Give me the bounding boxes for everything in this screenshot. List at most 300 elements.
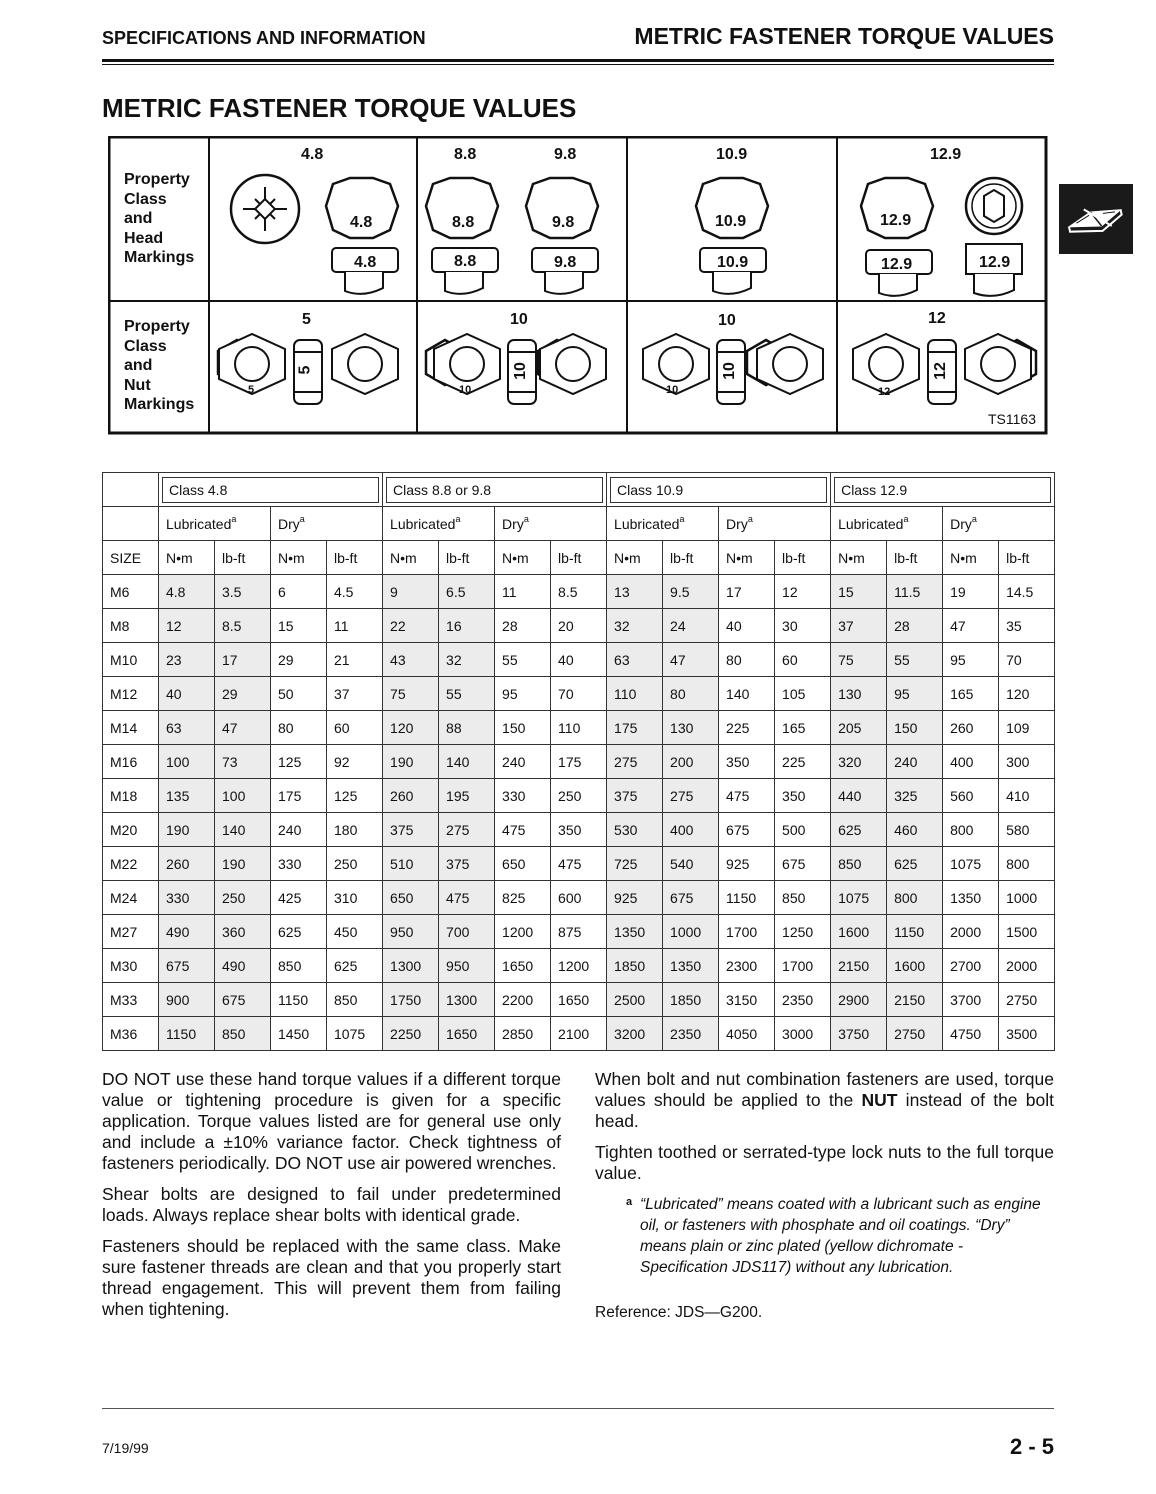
- torque-cell: 95: [495, 677, 551, 711]
- head-class-label: 10.9: [716, 146, 748, 163]
- torque-cell: 2900: [831, 983, 887, 1017]
- torque-cell: 47: [663, 643, 719, 677]
- torque-cell: 150: [887, 711, 943, 745]
- torque-cell: 850: [271, 949, 327, 983]
- torque-cell: 875: [551, 915, 607, 949]
- size-cell: M14: [103, 711, 159, 745]
- paragraph: Shear bolts are designed to fail under predetermined loads. Always replace shear bolts with identical grade.: [102, 1184, 561, 1225]
- torque-cell: 8.5: [215, 609, 271, 643]
- torque-cell: 1200: [495, 915, 551, 949]
- torque-cell: 75: [831, 643, 887, 677]
- nut-class-label: 5: [302, 311, 311, 328]
- torque-cell: 37: [831, 609, 887, 643]
- torque-cell: 1075: [327, 1017, 383, 1051]
- torque-cell: 30: [775, 609, 831, 643]
- head-class-label: 8.8: [454, 146, 477, 163]
- torque-cell: 180: [327, 813, 383, 847]
- torque-cell: 140: [215, 813, 271, 847]
- torque-cell: 825: [495, 881, 551, 915]
- dry-header: Dry$^a$: [943, 507, 1055, 541]
- torque-cell: 150: [495, 711, 551, 745]
- torque-cell: 3500: [999, 1017, 1055, 1051]
- torque-cell: 700: [439, 915, 495, 949]
- torque-cell: 32: [439, 643, 495, 677]
- head-markings-label: Property Class and Head Markings: [124, 171, 195, 266]
- table-row: [103, 779, 1055, 813]
- size-cell: M6: [103, 575, 159, 609]
- torque-cell: 1500: [999, 915, 1055, 949]
- table-row: [103, 881, 1055, 915]
- torque-cell: 580: [999, 813, 1055, 847]
- nut-face-mark: 12: [878, 386, 891, 398]
- torque-cell: 2250: [383, 1017, 439, 1051]
- torque-cell: 360: [215, 915, 271, 949]
- torque-cell: 1075: [831, 881, 887, 915]
- torque-cell: 425: [271, 881, 327, 915]
- property-class-markings-figure: [108, 136, 1048, 435]
- torque-cell: 63: [607, 643, 663, 677]
- torque-cell: 175: [607, 711, 663, 745]
- torque-cell: 800: [887, 881, 943, 915]
- torque-cell: 1650: [439, 1017, 495, 1051]
- unit-lbft-header: lb-ft: [551, 541, 607, 575]
- torque-cell: 120: [999, 677, 1055, 711]
- torque-cell: 350: [719, 745, 775, 779]
- torque-cell: 2300: [719, 949, 775, 983]
- torque-cell: 80: [271, 711, 327, 745]
- size-cell: M30: [103, 949, 159, 983]
- header-rule-thin: [102, 64, 1054, 65]
- torque-cell: 275: [663, 779, 719, 813]
- torque-cell: 140: [439, 745, 495, 779]
- header-rule: [102, 59, 1054, 62]
- torque-cell: 17: [719, 575, 775, 609]
- nut-side-mark: 5: [296, 365, 314, 375]
- class-header: Class 4.8: [159, 473, 383, 507]
- torque-cell: 4050: [719, 1017, 775, 1051]
- torque-cell: 240: [271, 813, 327, 847]
- torque-cell: 800: [999, 847, 1055, 881]
- torque-cell: 130: [663, 711, 719, 745]
- size-cell: M8: [103, 609, 159, 643]
- torque-cell: 510: [383, 847, 439, 881]
- torque-cell: 625: [831, 813, 887, 847]
- torque-cell: 530: [607, 813, 663, 847]
- torque-cell: 375: [383, 813, 439, 847]
- torque-cell: 3700: [943, 983, 999, 1017]
- torque-cell: 4.8: [159, 575, 215, 609]
- torque-cell: 1600: [887, 949, 943, 983]
- torque-cell: 120: [383, 711, 439, 745]
- torque-cell: 800: [943, 813, 999, 847]
- torque-cell: 6.5: [439, 575, 495, 609]
- dry-header: Dry$^a$: [719, 507, 831, 541]
- torque-cell: 300: [999, 745, 1055, 779]
- torque-cell: 4.5: [327, 575, 383, 609]
- torque-cell: 11.5: [887, 575, 943, 609]
- torque-cell: 50: [271, 677, 327, 711]
- torque-cell: 140: [719, 677, 775, 711]
- torque-cell: 310: [327, 881, 383, 915]
- dry-header: Dry$^a$: [495, 507, 607, 541]
- head-class-label: 9.8: [554, 146, 577, 163]
- torque-cell: 40: [719, 609, 775, 643]
- instructions-right-column: [595, 1069, 1054, 1323]
- footnote: a “Lubricated” means coated with a lubricant such as engine oil, or fasteners with phosphate and oil coatings. “Dry” means plain or zinc plated (yellow dichromate - Specification JDS117) without any lubrication.: [628, 1194, 1054, 1278]
- torque-cell: 190: [215, 847, 271, 881]
- torque-cell: 8.5: [551, 575, 607, 609]
- torque-cell: 14.5: [999, 575, 1055, 609]
- torque-cell: 675: [719, 813, 775, 847]
- torque-cell: 1350: [663, 949, 719, 983]
- torque-cell: 125: [271, 745, 327, 779]
- torque-cell: 125: [327, 779, 383, 813]
- torque-cell: 100: [159, 745, 215, 779]
- torque-cell: 675: [775, 847, 831, 881]
- unit-lbft-header: lb-ft: [887, 541, 943, 575]
- lubricated-header: Lubricated$^a$: [159, 507, 271, 541]
- torque-cell: 250: [327, 847, 383, 881]
- torque-cell: 950: [383, 915, 439, 949]
- torque-cell: 2200: [495, 983, 551, 1017]
- torque-cell: 40: [159, 677, 215, 711]
- torque-cell: 500: [775, 813, 831, 847]
- open-book-icon: [1059, 184, 1133, 254]
- torque-cell: 330: [271, 847, 327, 881]
- class-header: Class 8.8 or 9.8: [383, 473, 607, 507]
- footer-date: 7/19/99: [102, 1440, 149, 1456]
- class-header-row: [103, 473, 1055, 507]
- table-row: [103, 711, 1055, 745]
- torque-cell: 460: [887, 813, 943, 847]
- torque-cell: 55: [495, 643, 551, 677]
- torque-cell: 55: [439, 677, 495, 711]
- torque-cell: 320: [831, 745, 887, 779]
- torque-cell: 675: [215, 983, 271, 1017]
- torque-cell: 105: [775, 677, 831, 711]
- unit-lbft-header: lb-ft: [215, 541, 271, 575]
- torque-cell: 175: [551, 745, 607, 779]
- side-mark: 4.8: [354, 254, 377, 271]
- torque-cell: 17: [215, 643, 271, 677]
- torque-cell: 70: [551, 677, 607, 711]
- instructions-left-column: [102, 1069, 561, 1330]
- torque-cell: 60: [775, 643, 831, 677]
- torque-cell: 110: [607, 677, 663, 711]
- torque-cell: 650: [495, 847, 551, 881]
- page-title: METRIC FASTENER TORQUE VALUES: [102, 93, 577, 123]
- torque-cell: 1300: [439, 983, 495, 1017]
- torque-cell: 1700: [719, 915, 775, 949]
- torque-cell: 625: [327, 949, 383, 983]
- torque-cell: 28: [887, 609, 943, 643]
- torque-cell: 195: [439, 779, 495, 813]
- torque-cell: 200: [663, 745, 719, 779]
- size-cell: M10: [103, 643, 159, 677]
- torque-cell: 19: [943, 575, 999, 609]
- torque-cell: 250: [551, 779, 607, 813]
- torque-cell: 675: [159, 949, 215, 983]
- nut-face-mark: 10: [459, 384, 472, 396]
- unit-nm-header: N•m: [831, 541, 887, 575]
- torque-cell: 475: [551, 847, 607, 881]
- torque-cell: 250: [215, 881, 271, 915]
- torque-cell: 4750: [943, 1017, 999, 1051]
- torque-cell: 11: [327, 609, 383, 643]
- torque-cell: 225: [719, 711, 775, 745]
- torque-cell: 400: [943, 745, 999, 779]
- torque-cell: 1650: [495, 949, 551, 983]
- unit-nm-header: N•m: [159, 541, 215, 575]
- torque-cell: 375: [439, 847, 495, 881]
- torque-cell: 1650: [551, 983, 607, 1017]
- size-cell: M27: [103, 915, 159, 949]
- size-cell: M20: [103, 813, 159, 847]
- torque-cell: 850: [775, 881, 831, 915]
- torque-cell: 1150: [887, 915, 943, 949]
- torque-cell: 275: [607, 745, 663, 779]
- torque-cell: 410: [999, 779, 1055, 813]
- torque-cell: 165: [775, 711, 831, 745]
- torque-cell: 100: [215, 779, 271, 813]
- torque-cell: 1850: [663, 983, 719, 1017]
- torque-cell: 109: [999, 711, 1055, 745]
- torque-cell: 490: [215, 949, 271, 983]
- torque-cell: 2100: [551, 1017, 607, 1051]
- torque-cell: 1750: [383, 983, 439, 1017]
- torque-cell: 2850: [495, 1017, 551, 1051]
- torque-cell: 20: [551, 609, 607, 643]
- unit-lbft-header: lb-ft: [439, 541, 495, 575]
- head-mark: 8.8: [452, 214, 475, 231]
- torque-cell: 175: [271, 779, 327, 813]
- unit-nm-header: N•m: [271, 541, 327, 575]
- torque-cell: 1000: [999, 881, 1055, 915]
- torque-cell: 205: [831, 711, 887, 745]
- torque-cell: 1350: [607, 915, 663, 949]
- torque-table: [102, 472, 1055, 1051]
- torque-cell: 29: [215, 677, 271, 711]
- torque-cell: 240: [887, 745, 943, 779]
- torque-cell: 2500: [607, 983, 663, 1017]
- torque-cell: 950: [439, 949, 495, 983]
- size-cell: M36: [103, 1017, 159, 1051]
- footer-rule: [102, 1408, 1054, 1409]
- table-row: [103, 915, 1055, 949]
- torque-cell: 3750: [831, 1017, 887, 1051]
- nut-hole-circles: [219, 334, 1031, 394]
- nut-face-mark: 5: [248, 384, 255, 396]
- table-row: [103, 643, 1055, 677]
- unit-nm-header: N•m: [943, 541, 999, 575]
- torque-cell: 47: [215, 711, 271, 745]
- unit-lbft-header: lb-ft: [999, 541, 1055, 575]
- torque-cell: 600: [551, 881, 607, 915]
- side-mark: 10.9: [717, 254, 749, 271]
- torque-cell: 92: [327, 745, 383, 779]
- torque-cell: 73: [215, 745, 271, 779]
- size-header: SIZE: [103, 541, 159, 575]
- torque-cell: 440: [831, 779, 887, 813]
- unit-nm-header: N•m: [383, 541, 439, 575]
- torque-cell: 1250: [775, 915, 831, 949]
- torque-cell: 2150: [887, 983, 943, 1017]
- head-mark: 9.8: [552, 214, 575, 231]
- torque-cell: 47: [943, 609, 999, 643]
- torque-cell: 1150: [159, 1017, 215, 1051]
- torque-cell: 80: [663, 677, 719, 711]
- table-row: [103, 847, 1055, 881]
- class-header: Class 12.9: [831, 473, 1055, 507]
- head-class-label: 4.8: [301, 146, 324, 163]
- torque-cell: 625: [271, 915, 327, 949]
- table-row: [103, 745, 1055, 779]
- torque-cell: 260: [943, 711, 999, 745]
- torque-cell: 925: [607, 881, 663, 915]
- nut-side-mark: 10: [511, 362, 529, 380]
- torque-cell: 16: [439, 609, 495, 643]
- torque-cell: 475: [495, 813, 551, 847]
- torque-cell: 6: [271, 575, 327, 609]
- torque-cell: 40: [551, 643, 607, 677]
- table-row: [103, 609, 1055, 643]
- lubricated-header: Lubricated$^a$: [831, 507, 943, 541]
- torque-cell: 2350: [663, 1017, 719, 1051]
- table-row: [103, 983, 1055, 1017]
- torque-cell: 275: [439, 813, 495, 847]
- nut-side-mark: 12: [931, 362, 949, 380]
- corner-cell: [103, 473, 159, 507]
- torque-cell: 15: [831, 575, 887, 609]
- running-header-section: SPECIFICATIONS AND INFORMATION: [102, 28, 426, 48]
- reference: Reference: JDS—G200.: [595, 1304, 763, 1321]
- torque-cell: 350: [551, 813, 607, 847]
- torque-cell: 12: [775, 575, 831, 609]
- torque-cell: 165: [943, 677, 999, 711]
- torque-cell: 540: [663, 847, 719, 881]
- section-tab: [1059, 184, 1133, 254]
- corner-cell: [103, 507, 159, 541]
- torque-cell: 2750: [887, 1017, 943, 1051]
- torque-cell: 3150: [719, 983, 775, 1017]
- torque-cell: 1850: [607, 949, 663, 983]
- torque-cell: 3200: [607, 1017, 663, 1051]
- torque-cell: 63: [159, 711, 215, 745]
- torque-cell: 11: [495, 575, 551, 609]
- torque-cell: 55: [887, 643, 943, 677]
- running-header-title: METRIC FASTENER TORQUE VALUES: [634, 23, 1054, 49]
- torque-cell: 24: [663, 609, 719, 643]
- torque-cell: 75: [383, 677, 439, 711]
- torque-table-body: [103, 473, 1055, 1051]
- unit-lbft-header: lb-ft: [663, 541, 719, 575]
- size-cell: M12: [103, 677, 159, 711]
- table-row: [103, 1017, 1055, 1051]
- nut-markings-label: Property Class and Nut Markings: [124, 318, 195, 413]
- torque-cell: 110: [551, 711, 607, 745]
- page-number: 2 - 5: [1009, 1434, 1054, 1459]
- unit-nm-header: N•m: [607, 541, 663, 575]
- table-row: [103, 813, 1055, 847]
- torque-cell: 350: [775, 779, 831, 813]
- head-mark: 10.9: [715, 213, 747, 230]
- torque-cell: 1300: [383, 949, 439, 983]
- torque-cell: 2150: [831, 949, 887, 983]
- paragraph: Fasteners should be replaced with the same class. Make sure fastener threads are clean and that you properly start thread engagement. This will prevent them from failing when tightening.: [102, 1236, 561, 1319]
- unit-lbft-header: lb-ft: [327, 541, 383, 575]
- size-cell: M16: [103, 745, 159, 779]
- torque-cell: 1450: [271, 1017, 327, 1051]
- torque-cell: 3.5: [215, 575, 271, 609]
- torque-cell: 850: [831, 847, 887, 881]
- torque-cell: 130: [831, 677, 887, 711]
- torque-cell: 490: [159, 915, 215, 949]
- paragraph: Tighten toothed or serrated-type lock nuts to the full torque value.: [595, 1142, 1054, 1183]
- torque-cell: 2700: [943, 949, 999, 983]
- unit-header-row: [103, 541, 1055, 575]
- dry-header: Dry$^a$: [271, 507, 383, 541]
- nut-class-label: 10: [718, 312, 736, 329]
- footnote-mark: a: [626, 1196, 633, 1208]
- torque-cell: 43: [383, 643, 439, 677]
- torque-cell: 925: [719, 847, 775, 881]
- torque-cell: 1350: [943, 881, 999, 915]
- torque-cell: 450: [327, 915, 383, 949]
- size-cell: M22: [103, 847, 159, 881]
- torque-cell: 475: [719, 779, 775, 813]
- torque-cell: 260: [383, 779, 439, 813]
- torque-cell: 375: [607, 779, 663, 813]
- torque-cell: 900: [159, 983, 215, 1017]
- torque-cell: 28: [495, 609, 551, 643]
- head-class-label: 12.9: [930, 146, 962, 163]
- torque-cell: 12: [159, 609, 215, 643]
- torque-cell: 88: [439, 711, 495, 745]
- torque-cell: 80: [719, 643, 775, 677]
- unit-nm-header: N•m: [495, 541, 551, 575]
- torque-cell: 22: [383, 609, 439, 643]
- head-mark: 4.8: [350, 214, 373, 231]
- unit-lbft-header: lb-ft: [775, 541, 831, 575]
- torque-cell: 850: [327, 983, 383, 1017]
- class-header: Class 10.9: [607, 473, 831, 507]
- torque-cell: 260: [159, 847, 215, 881]
- figure-code: TS1163: [988, 411, 1036, 427]
- lubricated-header: Lubricated$^a$: [607, 507, 719, 541]
- size-cell: M33: [103, 983, 159, 1017]
- torque-cell: 675: [663, 881, 719, 915]
- socket-side-mark: 12.9: [979, 254, 1011, 271]
- torque-cell: 9.5: [663, 575, 719, 609]
- table-row: [103, 677, 1055, 711]
- table-row: [103, 949, 1055, 983]
- torque-cell: 2750: [999, 983, 1055, 1017]
- nut-side-mark: 10: [720, 362, 738, 380]
- side-mark: 9.8: [554, 254, 577, 271]
- lubricated-header: Lubricated$^a$: [383, 507, 495, 541]
- torque-cell: 1150: [719, 881, 775, 915]
- unit-nm-header: N•m: [719, 541, 775, 575]
- size-cell: M24: [103, 881, 159, 915]
- nut-class-label: 10: [510, 311, 528, 328]
- torque-cell: 330: [159, 881, 215, 915]
- torque-cell: 475: [439, 881, 495, 915]
- torque-cell: 60: [327, 711, 383, 745]
- torque-cell: 135: [159, 779, 215, 813]
- torque-cell: 95: [943, 643, 999, 677]
- torque-cell: 32: [607, 609, 663, 643]
- torque-cell: 850: [215, 1017, 271, 1051]
